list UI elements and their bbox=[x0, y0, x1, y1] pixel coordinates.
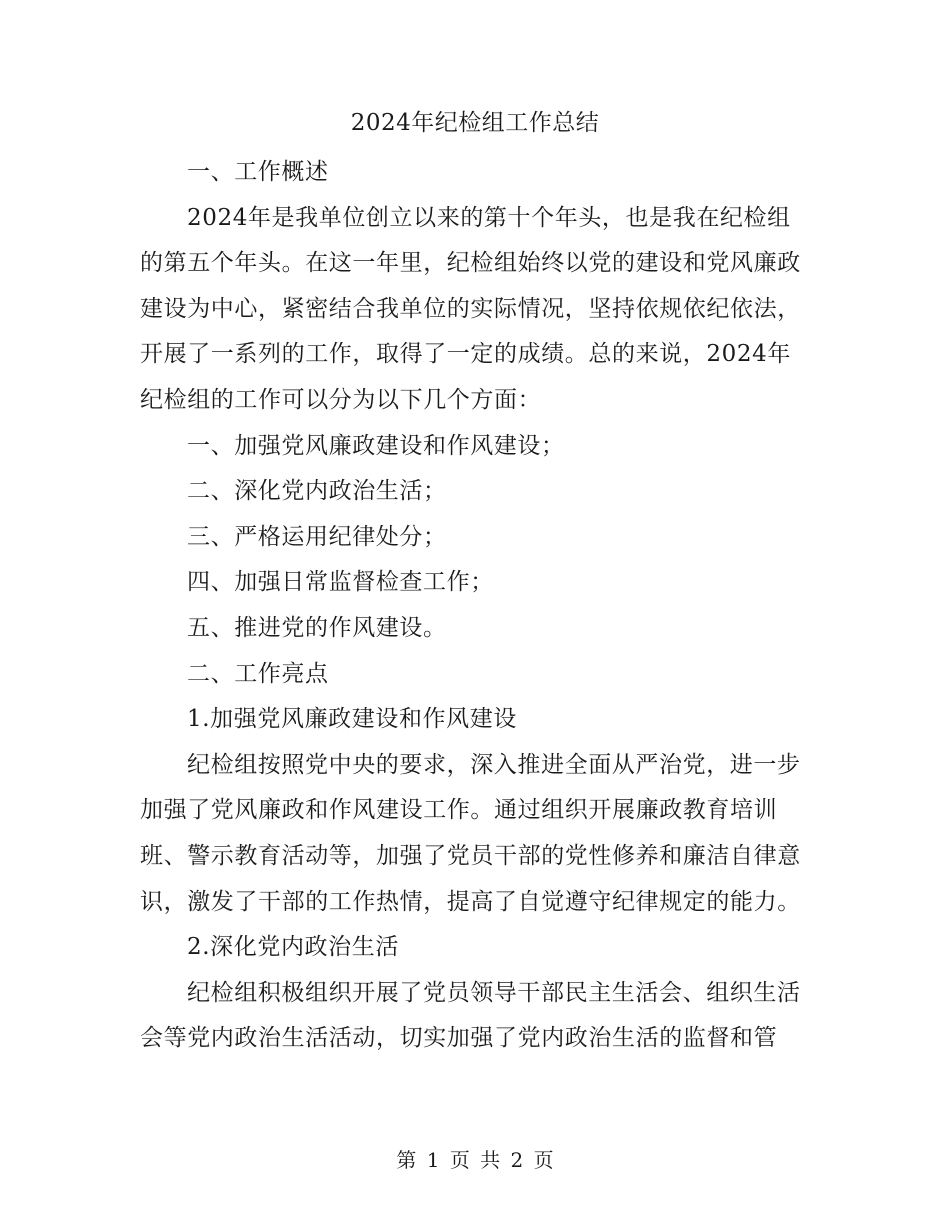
page-number-footer: 第 1 页 共 2 页 bbox=[396, 1148, 554, 1172]
highlight-paragraph-1: 纪检组按照党中央的要求，深入推进全面从严治党，进一步加强了党风廉政和作风建设工作。通过组织开展廉政教育培训班、警示教育活动等，加强了党员干部的党性修养和廉洁自律意识，激发了干部的工作热情，提高了自觉遵守纪律规定的能力。 bbox=[140, 751, 801, 915]
section-heading-highlights: 二、工作亮点 bbox=[187, 660, 329, 687]
document-title: 2024年纪检组工作总结 bbox=[350, 110, 600, 136]
subheading-2: 2.深化党内政治生活 bbox=[187, 934, 399, 961]
document-body bbox=[140, 150, 810, 1062]
list-item: 二、深化党内政治生活； bbox=[187, 478, 447, 505]
overview-paragraph: 2024年是我单位创立以来的第十个年头，也是我在纪检组的第五个年头。在这一年里，纪检组始终以党的建设和党风廉政建设为中心，紧密结合我单位的实际情况，坚持依规依纪依法，开展了一系列的工作，取得了一定的成绩。总的来说，2024年纪检组的工作可以分为以下几个方面： bbox=[140, 204, 801, 413]
list-item: 五、推进党的作风建设。 bbox=[187, 614, 447, 641]
list-item: 一、加强党风廉政建设和作风建设； bbox=[187, 432, 565, 459]
list-item: 四、加强日常监督检查工作； bbox=[187, 569, 494, 596]
highlight-paragraph-2: 纪检组积极组织开展了党员领导干部民主生活会、组织生活会等党内政治生活活动，切实加强了党内政治生活的监督和管 bbox=[140, 979, 801, 1052]
list-item: 三、严格运用纪律处分； bbox=[187, 523, 447, 550]
subheading-1: 1.加强党风廉政建设和作风建设 bbox=[187, 706, 517, 733]
section-heading-overview: 一、工作概述 bbox=[187, 159, 329, 185]
